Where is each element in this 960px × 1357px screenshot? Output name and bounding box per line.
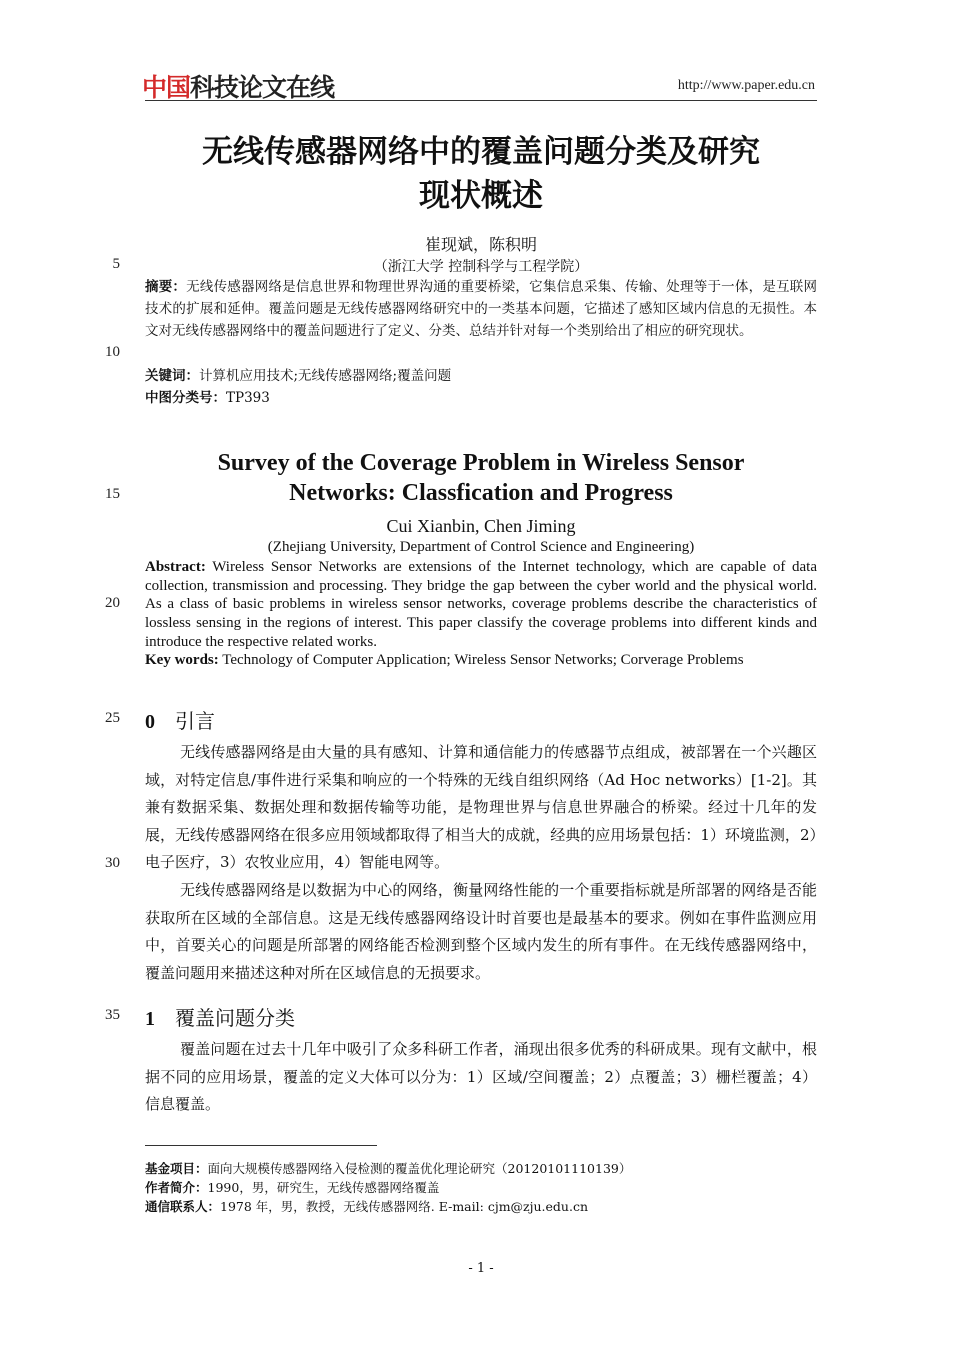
logo-text: 科技论文在线 — [190, 73, 335, 102]
line-number: 15 — [105, 486, 120, 502]
abstract-cn-label: 摘要： — [145, 279, 187, 295]
page-number: - 1 - — [468, 1261, 494, 1276]
line-number: 25 — [105, 710, 120, 726]
affiliation-cn: （浙江大学 控制科学与工程学院） — [373, 259, 589, 275]
clc-label: 中图分类号： — [145, 390, 226, 406]
footnote-author-bio — [145, 1178, 817, 1198]
title-en-line-1: Survey of the Coverage Problem in Wireless Sensor — [217, 450, 745, 476]
logo-red-text: 中国 — [142, 73, 191, 102]
authors-en: Cui Xianbin, Chen Jiming — [386, 516, 576, 536]
footnote-text: 1978 年，男，教授，无线传感器网络. E-mail: cjm@zju.edu.cn — [220, 1199, 589, 1214]
footnote-funding — [145, 1159, 817, 1179]
footnote-label: 基金项目： — [145, 1161, 208, 1176]
section-title: 覆盖问题分类 — [175, 1006, 295, 1030]
section-heading-intro — [145, 705, 215, 734]
abstract-en-label: Abstract: — [145, 559, 206, 575]
journal-logo — [142, 68, 334, 104]
footnote-label: 通信联系人： — [145, 1199, 221, 1214]
paragraph: 无线传感器网络是由大量的具有感知、计算和通信能力的传感器节点组成，被部署在一个兴趣区域，对特定信息/事件进行采集和响应的一个特殊的无线自组织网络（Ad Hoc networks）[1-2]。其兼有数据采集、数据处理和数据传输等功能，是物理世界与信息世界融合的桥梁。经过十几年的发展，无线传感器网络在很多应用领域都取得了相当大的成就，经典的应用场景包括：1）环境监测，2）电子医疗，3）农牧业应用，4）智能电网等。 — [145, 743, 817, 871]
footnote-divider — [145, 1145, 377, 1146]
line-number: 30 — [105, 855, 120, 871]
paragraph: 无线传感器网络是以数据为中心的网络，衡量网络性能的一个重要指标就是所部署的网络是否能获取所在区域的全部信息。这是无线传感器网络设计时首要也是最基本的要求。例如在事件监测应用中，首要关心的问题是所部署的网络能否检测到整个区域内发生的所有事件。在无线传感器网络中，覆盖问题用来描述这种对所在区域信息的无损要求。 — [145, 881, 817, 982]
section-number: 0 — [145, 711, 155, 733]
clc-text: TP393 — [226, 390, 270, 406]
keywords-cn — [145, 365, 817, 387]
keywords-en-text: Technology of Computer Application; Wireless Sensor Networks; Corverage Problems — [222, 652, 744, 668]
footnote-label: 作者简介： — [145, 1180, 208, 1195]
authors-cn: 崔现斌，陈积明 — [424, 235, 537, 254]
keywords-cn-label: 关键词： — [145, 368, 199, 384]
title-cn-line-1: 无线传感器网络中的覆盖问题分类及研究 — [202, 134, 760, 170]
footnote-text: 面向大规模传感器网络入侵检测的覆盖优化理论研究（20120101110139） — [207, 1161, 632, 1176]
title-en-line-2: Networks: Classfication and Progress — [289, 480, 673, 506]
line-number: 20 — [105, 595, 120, 611]
abstract-cn — [145, 276, 817, 342]
abstract-cn-text: 无线传感器网络是信息世界和物理世界沟通的重要桥梁，它集信息采集、传输、处理等于一体，是互联网技术的扩展和延伸。覆盖问题是无线传感器网络研究中的一类基本问题，它描述了感知区域内信息的无损性。本文对无线传感器网络中的覆盖问题进行了定义、分类、总结并针对每一个类别给出了相应的研究现状。 — [145, 279, 817, 339]
title-cn-line-2: 现状概述 — [419, 178, 543, 214]
affiliation-en: (Zhejiang University, Department of Control Science and Engineering) — [267, 539, 695, 555]
header-url[interactable]: http://www.paper.edu.cn — [677, 78, 815, 93]
paper-title-cn — [145, 130, 817, 218]
header-divider — [145, 100, 817, 101]
line-number: 35 — [105, 1007, 120, 1023]
keywords-cn-text: 计算机应用技术;无线传感器网络;覆盖问题 — [199, 368, 452, 384]
line-number: 5 — [112, 256, 120, 272]
section-title: 引言 — [175, 709, 215, 733]
section-heading-classification — [145, 1002, 295, 1031]
paper-title-en — [145, 448, 817, 508]
paragraph: 覆盖问题在过去十几年中吸引了众多科研工作者，涌现出很多优秀的科研成果。现有文献中，根据不同的应用场景，覆盖的定义大体可以分为：1）区域/空间覆盖；2）点覆盖；3）栅栏覆盖；4）信息覆盖。 — [145, 1040, 817, 1113]
abstract-en — [145, 558, 817, 652]
line-number: 10 — [105, 344, 120, 360]
keywords-en — [145, 651, 817, 670]
clc-number — [145, 387, 817, 409]
section-number: 1 — [145, 1008, 155, 1030]
footnote-text: 1990，男，研究生，无线传感器网络覆盖 — [207, 1180, 440, 1195]
footnote-contact — [145, 1197, 817, 1217]
abstract-en-text: Wireless Sensor Networks are extensions of the Internet technology, which are capable of data collection, transmission and processing. They bridge the gap between the cyber world and the physical world. As a class of basic problems in wireless sensor networks, coverage problems describe the characteristics of lossless sensing in the regions of interest. This paper classify the coverage problems into different kinds and introduce the respective related works. — [145, 559, 817, 650]
keywords-en-label: Key words: — [145, 652, 219, 668]
